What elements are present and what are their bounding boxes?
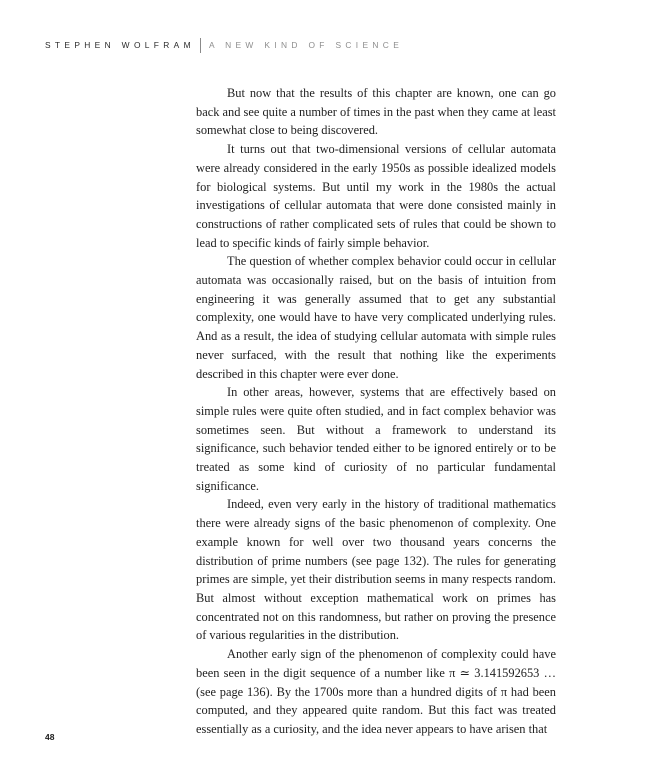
paragraph: Indeed, even very early in the history of traditional mathematics there were already signs of the basic phenomenon of complexity. One example known for well over two thousand years concerns the distribution of prime numbers (see page 132). The rules for generating primes are simple, yet their distribution seems in many respects random. But almost without exception mathematical work on primes has concentrated not on this randomness, but rather on proving the presence of various regularities in the distribution. — [196, 497, 556, 643]
header-author: STEPHEN WOLFRAM — [45, 40, 195, 50]
running-header — [45, 37, 403, 53]
page-number: 48 — [45, 732, 55, 742]
paragraph: It turns out that two-dimensional versions of cellular automata were already considered in the early 1950s as possible idealized models for biological systems. But until my work in the 1980s the actual investigations of cellular automata that were done consisted mainly in constructions of rather complicated sets of rules that could be shown to lead to specific kinds of fairly simple behavior. — [196, 142, 556, 250]
paragraph: In other areas, however, systems that are effectively based on simple rules were quite often studied, and in fact complex behavior was sometimes seen. But without a framework to understand its significance, such behavior tended either to be ignored entirely or to be treated as some kind of curiosity of no particular fundamental significance. — [196, 385, 556, 493]
header-divider — [200, 38, 201, 53]
paragraph: But now that the results of this chapter are known, one can go back and see quite a number of times in the past when they came at least somewhat close to being discovered. — [196, 86, 556, 138]
body-text — [196, 84, 556, 739]
header-book-title: A NEW KIND OF SCIENCE — [208, 40, 404, 50]
paragraph: Another early sign of the phenomenon of complexity could have been seen in the digit sequence of a number like π ≃ 3.141592653 … (see page 136). By the 1700s more than a hundred digits of π had been computed, and they appeared quite random. But this fact was treated essentially as a curiosity, and the idea never appears to have arisen that — [196, 647, 556, 736]
paragraph: The question of whether complex behavior could occur in cellular automata was occasionally raised, but on the basis of intuition from engineering it was generally assumed that to get any substantial complexity, one would have to have very complicated underlying rules. And as a result, the idea of studying cellular automata with simple rules never surfaced, with the result that nothing like the experiments described in this chapter were ever done. — [196, 254, 556, 381]
